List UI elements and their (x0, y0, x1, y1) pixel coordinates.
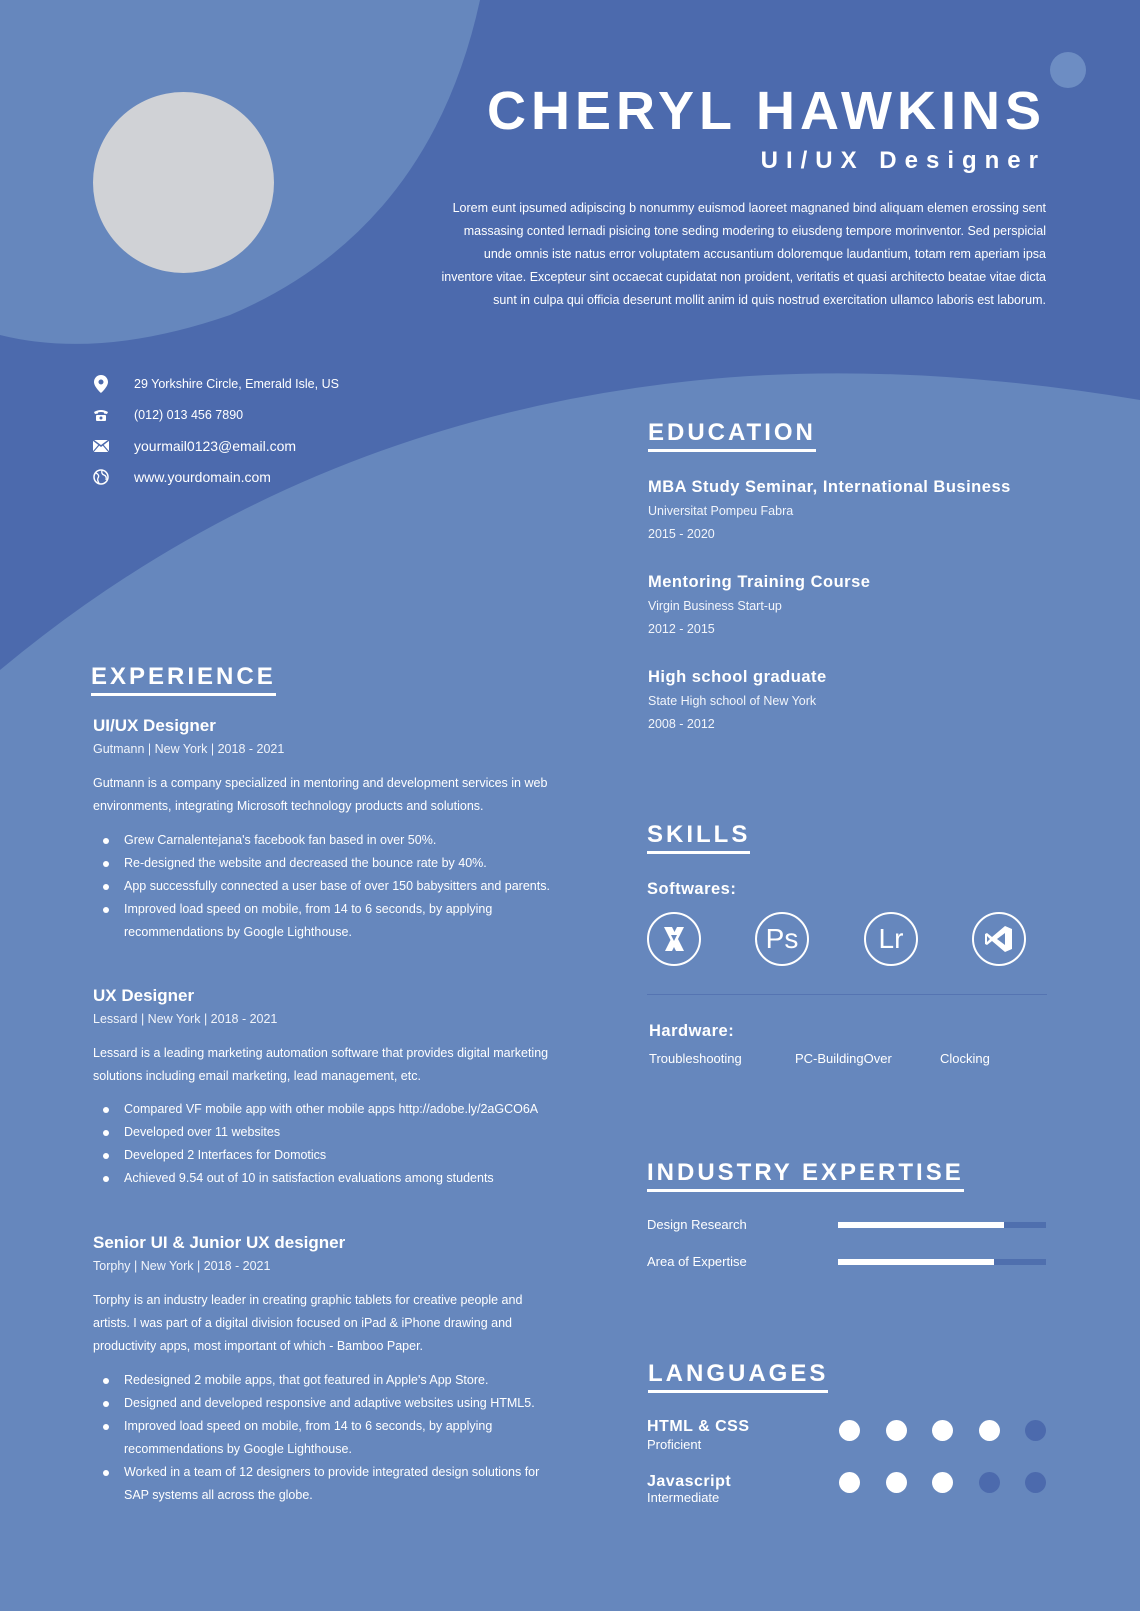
candidate-role: UI/UX Designer (760, 147, 1046, 174)
expertise-label: Design Research (647, 1217, 747, 1232)
list-item: Developed over 11 websites (93, 1121, 553, 1144)
education-years: 2008 - 2012 (648, 717, 715, 731)
language-name: HTML & CSS (647, 1418, 750, 1435)
contact-phone (93, 399, 339, 430)
education-title: High school graduate (648, 668, 827, 686)
job-bullets (93, 1369, 553, 1507)
industry-heading: INDUSTRY EXPERTISE (647, 1159, 964, 1192)
experience-job-1 (93, 716, 553, 944)
contact-email (93, 430, 339, 461)
skills-divider (647, 994, 1047, 995)
experience-job-2 (93, 986, 553, 1190)
rating-dot-filled (839, 1472, 860, 1493)
rating-dot-filled (886, 1420, 907, 1441)
education-title: Mentoring Training Course (648, 573, 871, 591)
education-item-3 (648, 668, 1088, 736)
job-title: UX Designer (93, 986, 195, 1005)
bg-small-circle (1050, 52, 1086, 88)
job-description: Torphy is an industry leader in creating graphic tablets for creative people and artists. I was part of a digital division focused on iPad & iPhone drawing and productivity apps, most important of which - Bamboo Paper. (93, 1293, 523, 1353)
list-item: Improved load speed on mobile, from 14 to 6 seconds, by applying recommendations by Google Lighthouse. (93, 1415, 553, 1461)
contact-list (93, 368, 339, 492)
experience-job-3 (93, 1233, 553, 1507)
expertise-bar-track (838, 1222, 1046, 1228)
hardware-item: Clocking (940, 1051, 990, 1066)
rating-dot-filled (979, 1420, 1000, 1441)
rating-dot-empty (1025, 1420, 1046, 1441)
job-description: Gutmann is a company specialized in mentoring and development services in web environments, integrating Microsoft technology products and solutions. (93, 776, 548, 813)
list-item: Designed and developed responsive and adaptive websites using HTML5. (93, 1392, 553, 1415)
job-bullets (93, 829, 553, 944)
job-title: UI/UX Designer (93, 716, 216, 735)
vscode-icon (972, 912, 1026, 966)
photoshop-icon (755, 912, 809, 966)
hardware-label: Hardware: (649, 1022, 735, 1040)
list-item: Worked in a team of 12 designers to provide integrated design solutions for SAP systems all across the globe. (93, 1461, 553, 1507)
website-link[interactable]: www.yourdomain.com (134, 468, 271, 485)
job-meta: Torphy | New York | 2018 - 2021 (93, 1259, 271, 1273)
profile-summary: Lorem eunt ipsumed adipiscing b nonummy euismod laoreet magnaned bind aliquam elemen erossing sent massasing conted lernadi pisicing tone seding modering to eiusdeng tempore morinventor. Sed perspicial unde omnis iste natus error voluptatem accusantium doloremque laudantium, totam rem aperiam ipsa inventore vitae. Excepteur sint occaecat cupidatat non proident, veritatis et quasi architecto beatae vitae dicta sunt in culpa qui officia deserunt mollit anim id quis nostrud exercitation ullamco laboris est laborum. (441, 201, 1046, 307)
phone-text: (012) 013 456 7890 (134, 407, 244, 422)
education-school: Universitat Pompeu Fabra (648, 504, 794, 518)
list-item: App successfully connected a user base of over 150 babysitters and parents. (93, 875, 553, 898)
lightroom-icon (864, 912, 918, 966)
education-title: MBA Study Seminar, International Business (648, 478, 1011, 496)
contact-address (93, 368, 339, 399)
list-item: Improved load speed on mobile, from 14 to 6 seconds, by applying recommendations by Google Lighthouse. (93, 898, 553, 944)
hardware-item: Troubleshooting (649, 1051, 742, 1066)
list-item: Achieved 9.54 out of 10 in satisfaction evaluations among students (93, 1167, 553, 1190)
contact-website (93, 461, 339, 492)
globe-icon (93, 469, 109, 485)
language-name: Javascript (647, 1473, 732, 1490)
job-meta: Gutmann | New York | 2018 - 2021 (93, 742, 285, 756)
expertise-bar-track (838, 1259, 1046, 1265)
education-years: 2015 - 2020 (648, 527, 715, 541)
education-item-1 (648, 478, 1088, 546)
education-heading: EDUCATION (648, 419, 816, 452)
list-item: Redesigned 2 mobile apps, that got featured in Apple's App Store. (93, 1369, 553, 1392)
email-link[interactable]: yourmail0123@email.com (134, 437, 297, 454)
education-school: State High school of New York (648, 694, 817, 708)
list-item: Compared VF mobile app with other mobile apps http://adobe.ly/2aGCO6A (93, 1098, 553, 1121)
mail-icon (93, 438, 109, 454)
photoshop-glyph: Ps (765, 923, 799, 954)
expertise-label: Area of Expertise (647, 1254, 747, 1269)
languages-heading: LANGUAGES (648, 1360, 828, 1393)
education-school: Virgin Business Start-up (648, 599, 782, 613)
job-description: Lessard is a leading marketing automation software that provides digital marketing solutions including email marketing, lead management, etc. (93, 1046, 549, 1083)
hardware-item: PC-BuildingOver (795, 1051, 892, 1066)
software-label: Softwares: (647, 880, 737, 898)
language-level: Intermediate (647, 1490, 720, 1505)
candidate-name: CHERYL HAWKINS (486, 81, 1046, 141)
rating-dot-filled (932, 1420, 953, 1441)
job-bullets (93, 1098, 553, 1190)
skills-heading: SKILLS (647, 821, 750, 854)
rating-dot-filled (839, 1420, 860, 1441)
rating-dot-filled (886, 1472, 907, 1493)
job-title: Senior UI & Junior UX designer (93, 1233, 346, 1252)
list-item: Re-designed the website and decreased the bounce rate by 40%. (93, 852, 553, 875)
rating-dot-empty (1025, 1472, 1046, 1493)
language-level: Proficient (647, 1437, 702, 1452)
expertise-bar-fill (838, 1222, 1004, 1228)
xd-app-icon (647, 912, 701, 966)
list-item: Developed 2 Interfaces for Domotics (93, 1144, 553, 1167)
rating-dot-filled (932, 1472, 953, 1493)
education-years: 2012 - 2015 (648, 622, 715, 636)
phone-icon (93, 407, 109, 423)
job-meta: Lessard | New York | 2018 - 2021 (93, 1012, 278, 1026)
lightroom-glyph: Lr (878, 923, 904, 954)
experience-heading: EXPERIENCE (91, 663, 276, 696)
list-item: Grew Carnalentejana's facebook fan based in over 50%. (93, 829, 553, 852)
address-text: 29 Yorkshire Circle, Emerald Isle, US (134, 376, 339, 391)
expertise-bar-fill (838, 1259, 994, 1265)
profile-photo-placeholder (93, 92, 274, 273)
rating-dot-empty (979, 1472, 1000, 1493)
map-pin-icon (93, 376, 109, 392)
education-item-2 (648, 573, 1088, 641)
